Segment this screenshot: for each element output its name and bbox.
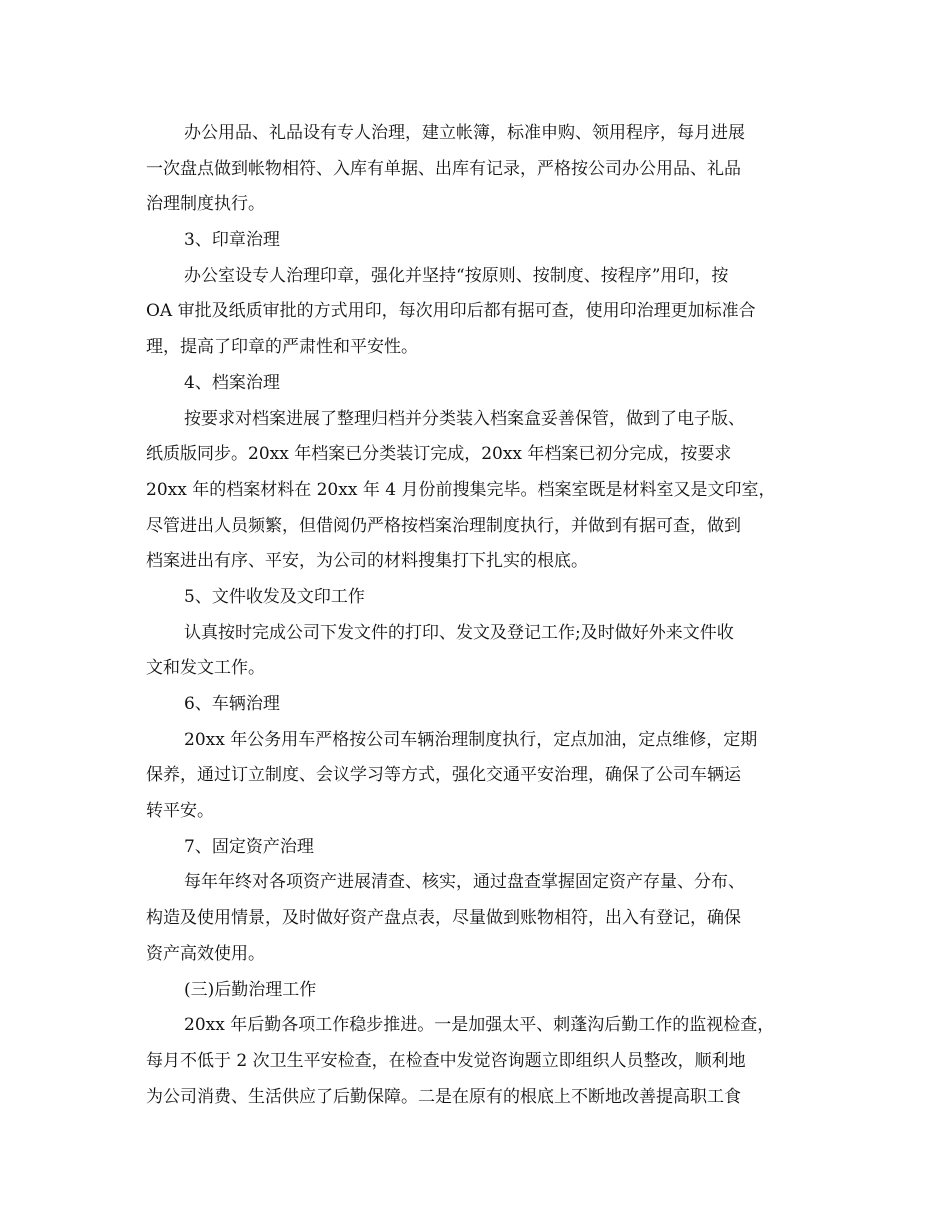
paragraph-line: 转平安。 [146, 801, 214, 822]
paragraph-line: 纸质版同步。20xx 年档案已分类装订完成，20xx 年档案已初分完成，按要求 [146, 444, 732, 465]
paragraph-line: 办公室设专人治理印章，强化并坚持“按原则、按制度、按程序”用印，按 [184, 265, 729, 286]
paragraph-line: 20xx 年公务用车严格按公司车辆治理制度执行，定点加油，定点维修，定期 [184, 729, 758, 750]
paragraph-line: 理，提高了印章的严肃性和平安性。 [146, 337, 418, 358]
paragraph-line: 认真按时完成公司下发文件的打印、发文及登记工作;及时做好外来文件收 [184, 622, 734, 643]
section-heading: 6、车辆治理 [184, 694, 280, 714]
paragraph-line: 档案进出有序、平安，为公司的材料搜集打下扎实的根底。 [146, 551, 588, 572]
section-heading: 5、文件收发及文印工作 [184, 586, 365, 607]
paragraph-line: 办公用品、礼品设有专人治理，建立帐簿，标准申购、领用程序，每月进展 [184, 123, 745, 143]
paragraph-line: 治理制度执行。 [146, 194, 265, 215]
paragraph-line: 构造及使用情景，及时做好资产盘点表，尽量做到账物相符，出入有登记，确保 [146, 908, 741, 929]
paragraph-line: 20xx 年后勤各项工作稳步推进。一是加强太平、刺蓬沟后勤工作的监视检查， [184, 1015, 775, 1036]
paragraph-line: 尽管进出人员频繁，但借阅仍严格按档案治理制度执行，并做到有据可查，做到 [146, 515, 741, 536]
section-heading: 7、固定资产治理 [184, 836, 314, 857]
paragraph-line: OA 审批及纸质审批的方式用印，每次用印后都有据可查，使用印治理更加标准合 [146, 301, 756, 322]
paragraph-line: 一次盘点做到帐物相符、入库有单据、出库有记录，严格按公司办公用品、礼品 [146, 158, 741, 179]
paragraph-line: 每年年终对各项资产进展清查、核实，通过盘查掌握固定资产存量、分布、 [184, 872, 745, 893]
section-heading: 3、印章治理 [184, 230, 280, 251]
paragraph-line: 文和发文工作。 [146, 658, 265, 679]
section-heading: 4、档案治理 [184, 372, 280, 393]
paragraph-line: 每月不低于 2 次卫生平安检查，在检查中发觉咨询题立即组织人员整改，顺利地 [146, 1050, 746, 1071]
section-heading: (三)后勤治理工作 [184, 979, 317, 1000]
paragraph-line: 为公司消费、生活供应了后勤保障。二是在原有的根底上不断地改善提高职工食 [146, 1086, 741, 1107]
paragraph-line: 资产高效使用。 [146, 943, 265, 964]
paragraph-line: 20xx 年的档案材料在 20xx 年 4 月份前搜集完毕。档案室既是材料室又是文印室， [146, 479, 776, 500]
paragraph-line: 按要求对档案进展了整理归档并分类装入档案盒妥善保管，做到了电子版、 [184, 408, 745, 429]
paragraph-line: 保养，通过订立制度、会议学习等方式，强化交通平安治理，确保了公司车辆运 [146, 765, 741, 786]
document-body [146, 116, 802, 1115]
